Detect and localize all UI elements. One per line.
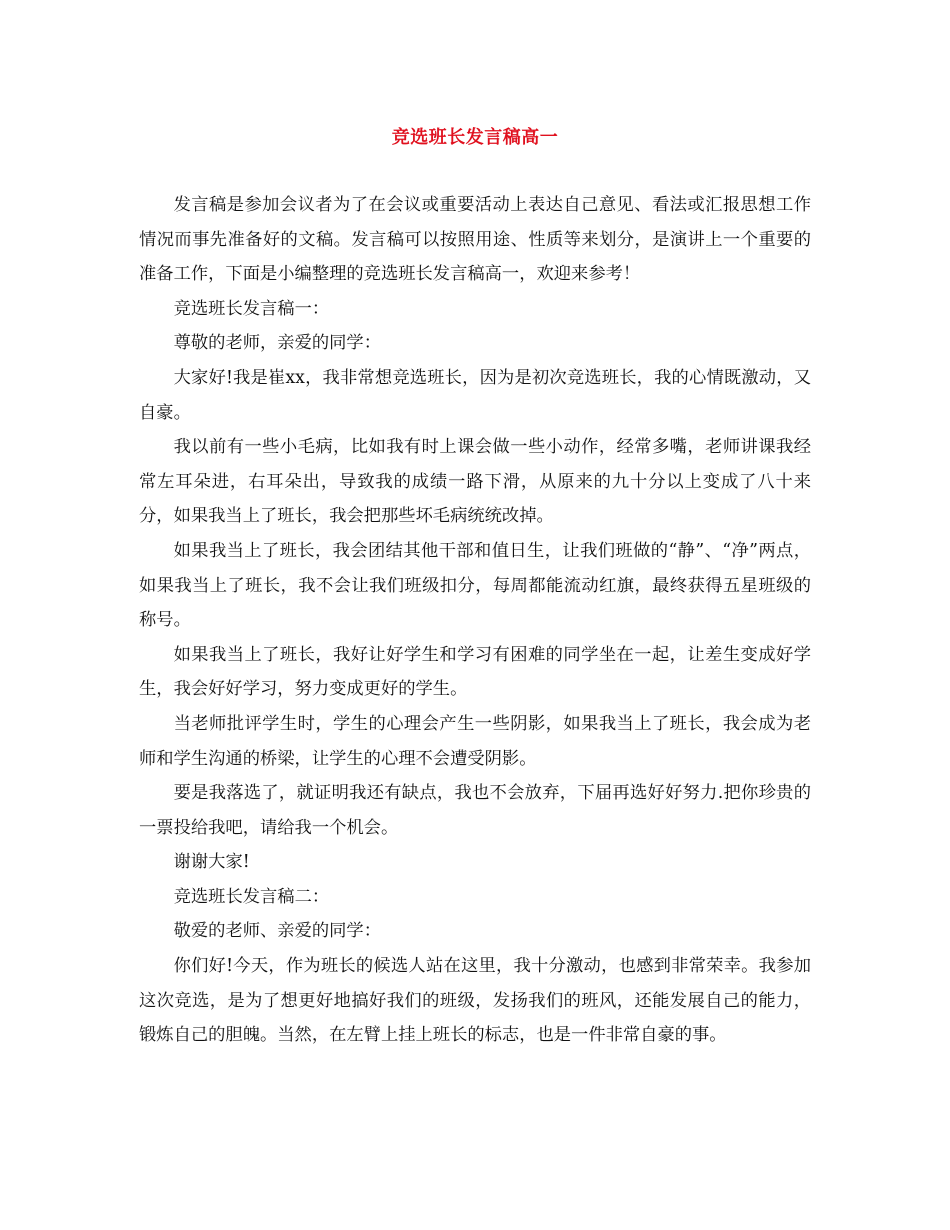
paragraph: 要是我落选了，就证明我还有缺点，我也不会放弃，下届再选好好努力.把你珍贵的一票投给我吧，请给我一个机会。 [139,783,811,838]
paragraph: 如果我当上了班长，我会团结其他干部和值日生，让我们班做的“静”、“净”两点，如果我当上了班长，我不会让我们班级扣分，每周都能流动红旗，最终获得五星班级的称号。 [139,540,811,631]
paragraph: 我以前有一些小毛病，比如我有时上课会做一些小动作，经常多嘴，老师讲课我经常左耳朵进，右耳朵出，导致我的成绩一路下滑，从原来的九十分以上变成了八十来分，如果我当上了班长，我会把那些坏毛病统统改掉。 [139,437,811,527]
paragraph: 当老师批评学生时，学生的心理会产生一些阴影，如果我当上了班长，我会成为老师和学生沟通的桥梁，让学生的心理不会遭受阴影。 [139,713,811,769]
section-heading-speech-one: 竞选班长发言稿一： [173,298,330,319]
salutation: 敬爱的老师、亲爱的同学： [173,921,381,942]
document-body [139,188,811,1053]
paragraph: 如果我当上了班长，我好让好学生和学习有困难的同学坐在一起，让差生变成好学生，我会好好学习，努力变成更好的学生。 [139,644,811,700]
section-heading-speech-two: 竞选班长发言稿二： [173,886,330,907]
salutation: 尊敬的老师，亲爱的同学： [173,333,381,354]
paragraph: 你们好!今天，作为班长的候选人站在这里，我十分激动，也感到非常荣幸。我参加这次竞选，是为了想更好地搞好我们的班级，发扬我们的班风，还能发展自己的能力，锻炼自己的胆魄。当然，在左臂上挂上班长的标志，也是一件非常自豪的事。 [139,956,811,1046]
paragraph: 大家好!我是崔xx，我非常想竞选班长，因为是初次竞选班长，我的心情既激动，又自豪。 [139,367,811,423]
closing-thanks: 谢谢大家! [173,852,250,873]
document-title: 竞选班长发言稿高一 [391,127,559,148]
paragraph-intro: 发言稿是参加会议者为了在会议或重要活动上表达自己意见、看法或汇报思想工作情况而事先准备好的文稿。发言稿可以按照用途、性质等来划分，是演讲上一个重要的准备工作，下面是小编整理的竞选班长发言稿高一，欢迎来参考！ [139,195,811,285]
